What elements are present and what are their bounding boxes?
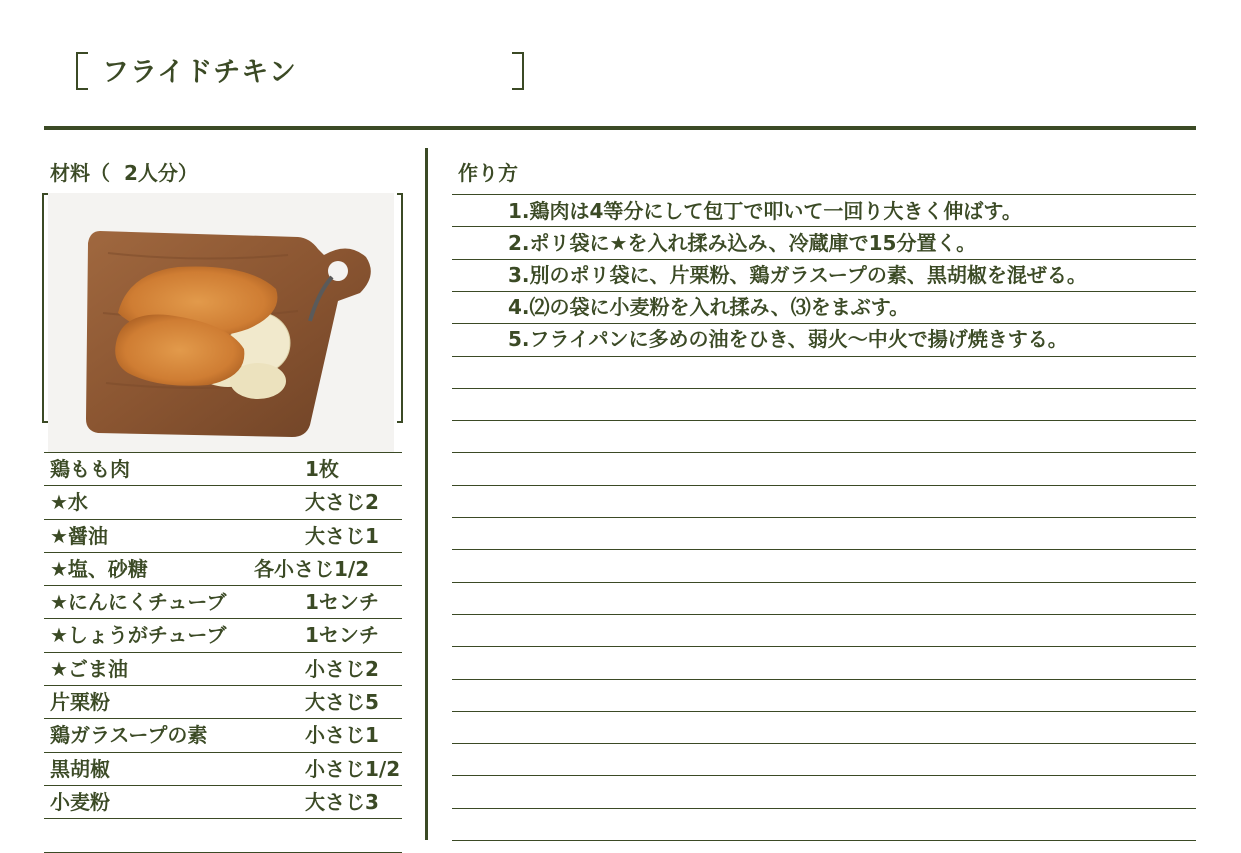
method-rule-line	[452, 808, 1196, 809]
ingredient-row	[44, 652, 402, 685]
ingredient-row	[44, 452, 402, 485]
method-rule-line	[452, 646, 1196, 647]
ingredient-quantity: 大さじ1	[305, 523, 379, 548]
method-rule-line	[452, 711, 1196, 712]
ingredient-quantity: 各小さじ1/2	[254, 556, 370, 581]
ingredient-quantity: 1枚	[305, 457, 339, 481]
ingredient-name: 鶏もも肉	[50, 457, 130, 481]
ingredient-row	[44, 552, 402, 585]
ingredient-name: 片栗粉	[50, 690, 110, 715]
ingredient-name: ★しょうがチューブ	[50, 623, 227, 648]
ingredient-row-empty	[44, 818, 402, 852]
recipe-title: フライドチキン	[102, 57, 297, 88]
photo-bracket-right	[397, 193, 403, 423]
method-step: 2.ポリ袋に★を入れ揉み込み、冷蔵庫で15分置く。	[508, 231, 977, 255]
ingredient-list	[44, 452, 402, 853]
header-divider	[44, 126, 1196, 130]
ingredient-name: 黒胡椒	[50, 756, 110, 781]
ingredient-quantity: 1センチ	[305, 590, 379, 615]
ingredient-quantity: 小さじ1	[305, 723, 379, 748]
method-rule-line	[452, 388, 1196, 389]
ingredient-row	[44, 752, 402, 785]
ingredient-row	[44, 718, 402, 751]
ingredient-row	[44, 585, 402, 618]
ingredients-label: 材料（	[50, 161, 110, 185]
ingredient-quantity: 小さじ1/2	[305, 756, 401, 781]
method-heading: 作り方	[458, 161, 518, 185]
method-step: 4.⑵の袋に小麦粉を入れ揉み、⑶をまぶす。	[508, 295, 910, 319]
method-rule-line	[452, 194, 1196, 195]
method-rule-line	[452, 582, 1196, 583]
ingredient-quantity: 1センチ	[305, 623, 379, 648]
method-step: 5.フライパンに多めの油をひき、弱火〜中火で揚げ焼きする。	[508, 327, 1068, 351]
method-rule-line	[452, 356, 1196, 357]
ingredient-quantity: 小さじ2	[305, 656, 379, 681]
ingredient-name: 鶏ガラスープの素	[50, 723, 208, 748]
method-rule-line	[452, 840, 1196, 841]
method-rule-line	[452, 679, 1196, 680]
ingredient-row	[44, 685, 402, 718]
ingredient-quantity: 大さじ5	[305, 690, 379, 715]
method-rule-line	[452, 775, 1196, 776]
ingredient-name: ★醤油	[50, 523, 108, 548]
method-rule-line	[452, 517, 1196, 518]
servings-label: 2人分）	[124, 161, 198, 185]
method-step: 3.別のポリ袋に、片栗粉、鶏ガラスープの素、黒胡椒を混ぜる。	[508, 263, 1087, 287]
method-rule-line	[452, 452, 1196, 453]
method-rule-line	[452, 485, 1196, 486]
title-bracket-left	[76, 52, 88, 90]
method-rule-line	[452, 743, 1196, 744]
method-rule-line	[452, 614, 1196, 615]
ingredient-quantity: 大さじ3	[305, 789, 379, 814]
method-step: 1.鶏肉は4等分にして包丁で叩いて一回り大きく伸ばす。	[508, 199, 1022, 223]
title-bracket-right	[512, 52, 524, 90]
ingredient-name: ★にんにくチューブ	[50, 590, 227, 615]
method-rule-line	[452, 420, 1196, 421]
column-divider	[425, 148, 428, 840]
ingredient-name: ★塩、砂糖	[50, 556, 148, 581]
ingredient-name: ★ごま油	[50, 656, 128, 681]
ingredient-row	[44, 785, 402, 818]
ingredient-quantity: 大さじ2	[305, 490, 379, 515]
dish-photo	[48, 193, 394, 452]
ingredients-heading	[50, 157, 198, 186]
ingredient-row	[44, 618, 402, 651]
method-rule-line	[452, 549, 1196, 550]
ingredient-row	[44, 519, 402, 552]
ingredient-row	[44, 485, 402, 518]
ingredient-name: ★水	[50, 490, 88, 515]
ingredient-name: 小麦粉	[50, 789, 110, 814]
